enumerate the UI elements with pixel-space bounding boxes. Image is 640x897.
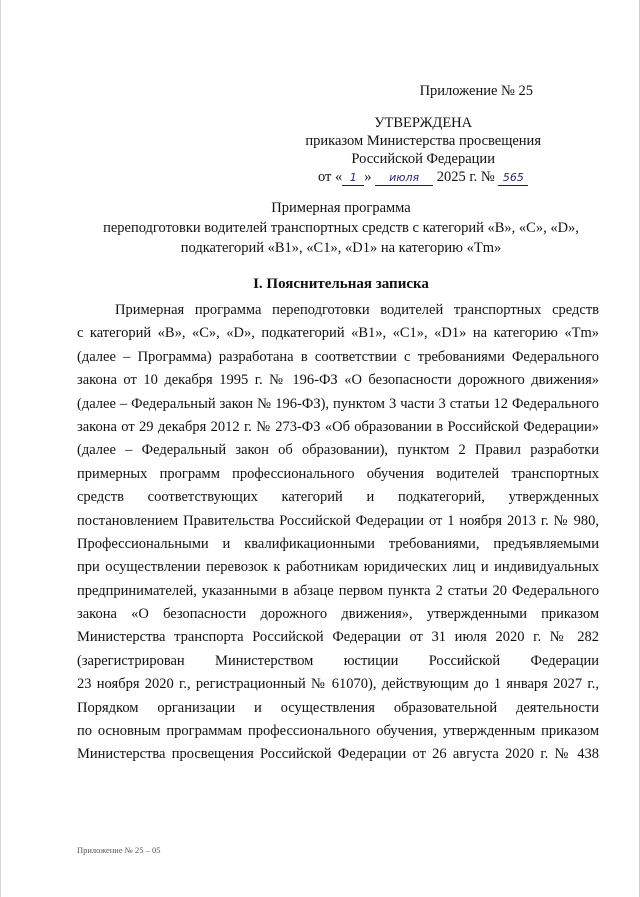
handwritten-day: 1 [342, 171, 364, 186]
body-line: 23 ноября 2020 г., регистрационный № 61070), действующим до 1 января 2027 г., [77, 676, 599, 693]
body-line: (далее – Программа) разработана в соответствии с требованиями Федерального [77, 348, 599, 365]
title-line-2: переподготовки водителей транспортных средств с категорий «B», «C», «D», [103, 220, 579, 236]
appendix-label: Приложение № 25 [419, 83, 533, 99]
page-footer: Приложение № 25 – 05 [77, 845, 161, 855]
body-line: с категорий «B», «C», «D», подкатегорий «B1», «C1», «D1» на категорию «Tm» [77, 325, 599, 342]
body-text [77, 299, 599, 767]
body-line: (зарегистрирован Министерством юстиции Российской Федерации [77, 652, 599, 669]
approval-block [305, 114, 541, 186]
document-title [71, 198, 611, 258]
body-line: при осуществлении перевозок к работникам юридических лиц и индивидуальных [77, 559, 599, 576]
body-line: предпринимателей, указанными в абзаце первом пункта 2 статьи 20 Федерального [77, 582, 599, 599]
body-line: Порядком организации и осуществления образовательной деятельности [77, 699, 599, 716]
body-line: средств соответствующих категорий и подкатегорий, утвержденных [77, 489, 599, 506]
body-line: (далее – Федеральный закон об образовании), пунктом 2 Правил разработки [77, 442, 599, 459]
handwritten-order-number: 565 [498, 171, 528, 186]
body-line: постановлением Правительства Российской Федерации от 1 ноября 2013 г. № 980, [77, 512, 599, 529]
title-line-1: Примерная программа [271, 200, 411, 216]
body-line: (далее – Федеральный закон № 196-ФЗ), пунктом 3 части 3 статьи 12 Федерального [77, 395, 599, 412]
body-line: Профессиональными и квалификационными требованиями, предъявляемыми [77, 535, 599, 552]
body-line: Министерства просвещения Российской Федерации от 26 августа 2020 г. № 438 [77, 746, 599, 763]
body-line: закона от 29 декабря 2012 г. № 273-ФЗ «Об образовании в Российской Федерации» [77, 418, 599, 435]
approval-line-1: приказом Министерства просвещения [305, 133, 541, 149]
approval-line-2: Российской Федерации [351, 151, 495, 167]
approval-date-line [305, 168, 541, 186]
date-prefix: от « [317, 169, 343, 185]
approved-word: УТВЕРЖДЕНА [374, 115, 473, 131]
date-year: 2025 г. № [436, 169, 495, 185]
body-line: закона «О безопасности дорожного движения», утвержденными приказом [77, 606, 599, 623]
date-mid: » [364, 169, 372, 185]
body-line: Министерства транспорта Российской Федерации от 31 июля 2020 г. № 282 [77, 629, 599, 646]
section-heading: I. Пояснительная записка [253, 276, 429, 292]
body-line: по основным программам профессионального обучения, утвержденным приказом [77, 723, 599, 740]
title-line-3: подкатегорий «B1», «C1», «D1» на категорию «Tm» [180, 240, 502, 256]
body-line: закона от 10 декабря 1995 г. № 196-ФЗ «О безопасности дорожного движения» [77, 372, 599, 389]
handwritten-month: июля [375, 171, 433, 186]
body-line: примерных программ профессионального обучения водителей транспортных [77, 465, 599, 482]
body-line: Примерная программа переподготовки водителей транспортных средств [115, 302, 599, 318]
